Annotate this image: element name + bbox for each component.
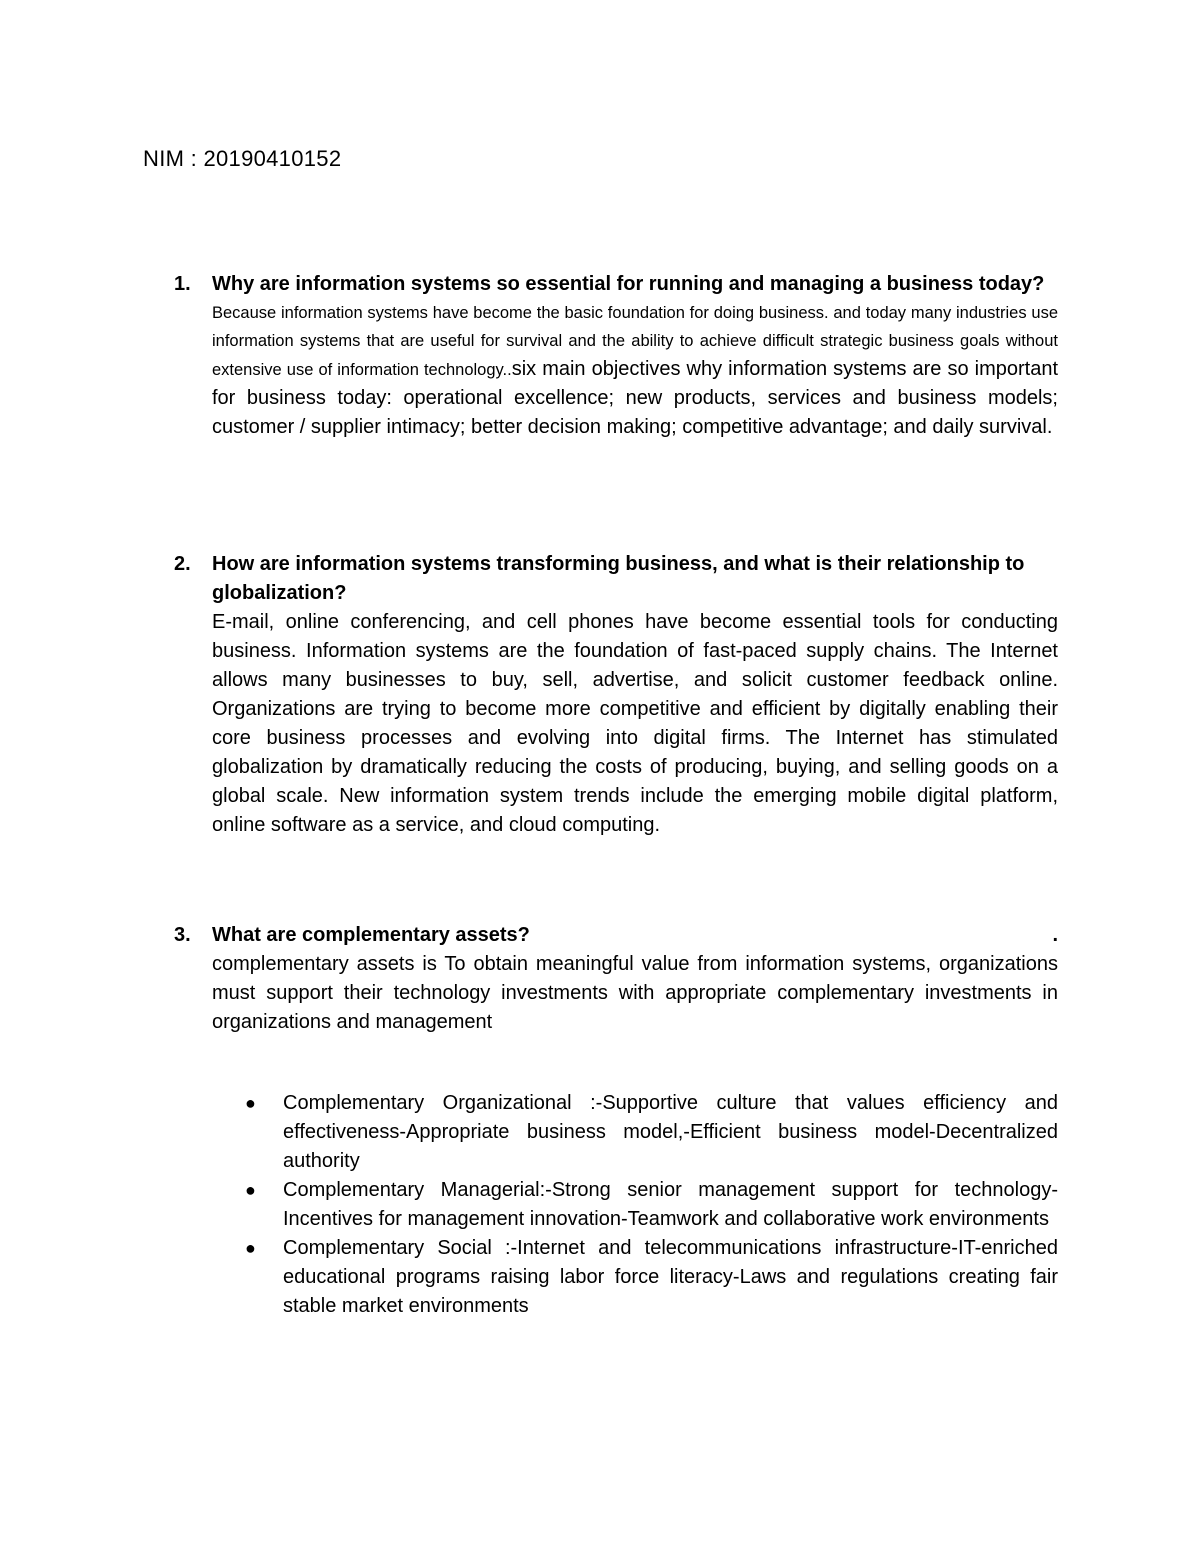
bullet-icon: ● <box>245 1180 256 1200</box>
bullet-icon: ● <box>245 1238 256 1258</box>
question-3 <box>174 921 1058 1037</box>
question-heading <box>174 921 1058 950</box>
complementary-assets-list <box>245 1089 1058 1321</box>
question-title: How are information systems transforming business, and what is their relationship to globalization? <box>212 553 1025 604</box>
list-item-text: Complementary Social :-Internet and telecommunications infrastructure-IT-enriched educational programs raising labor force literacy-Laws and regulations creating fair stable market environments <box>283 1237 1058 1317</box>
list-item <box>245 1089 1058 1176</box>
list-item-text: Complementary Organizational :-Supportive culture that values efficiency and effectiveness-Appropriate business model,-Efficient business model-Decentralized authority <box>283 1092 1058 1172</box>
question-title-row <box>212 921 1058 950</box>
question-2 <box>174 550 1058 840</box>
title-trailing-mark: . <box>1052 924 1058 946</box>
question-title: What are complementary assets? <box>212 924 530 946</box>
answer-part-1: Because information systems have become the basic foundation for doing business. and today many industries use information systems that are useful for survival and the ability to achieve difficult strategic business goals without extensive use of information technology.. <box>212 304 1058 379</box>
student-id: NIM : 20190410152 <box>143 146 342 171</box>
answer-text: complementary assets is To obtain meaningful value from information systems, organizations must support their technology investments with appropriate complementary investments in organizations and management <box>212 953 1058 1033</box>
answer-part-2: six main objectives why information systems are so important for business today: operational excellence; new products, services and business models; customer / supplier intimacy; better decision making; competitive advantage; and daily survival. <box>212 358 1058 438</box>
question-1 <box>174 270 1058 442</box>
question-number: 3. <box>174 924 191 946</box>
question-title: Why are information systems so essential for running and managing a business today? <box>212 273 1045 295</box>
question-heading <box>174 550 1058 608</box>
bullet-icon: ● <box>245 1093 256 1113</box>
question-number: 1. <box>174 273 191 295</box>
list-item <box>245 1234 1058 1321</box>
answer-text: E-mail, online conferencing, and cell phones have become essential tools for conducting business. Information systems are the foundation of fast-paced supply chains. The Internet allows many businesses to buy, sell, advertise, and solicit customer feedback online. Organizations are trying to become more competitive and efficient by digitally enabling their core business processes and evolving into digital firms. The Internet has stimulated globalization by dramatically reducing the costs of producing, buying, and selling goods on a global scale. New information system trends include the emerging mobile digital platform, online software as a service, and cloud computing. <box>212 611 1058 836</box>
question-number: 2. <box>174 553 191 575</box>
question-heading <box>174 270 1058 299</box>
list-item-text: Complementary Managerial:-Strong senior management support for technology-Incentives for management innovation-Teamwork and collaborative work environments <box>283 1179 1058 1230</box>
answer-text <box>212 299 1058 442</box>
list-item <box>245 1176 1058 1234</box>
